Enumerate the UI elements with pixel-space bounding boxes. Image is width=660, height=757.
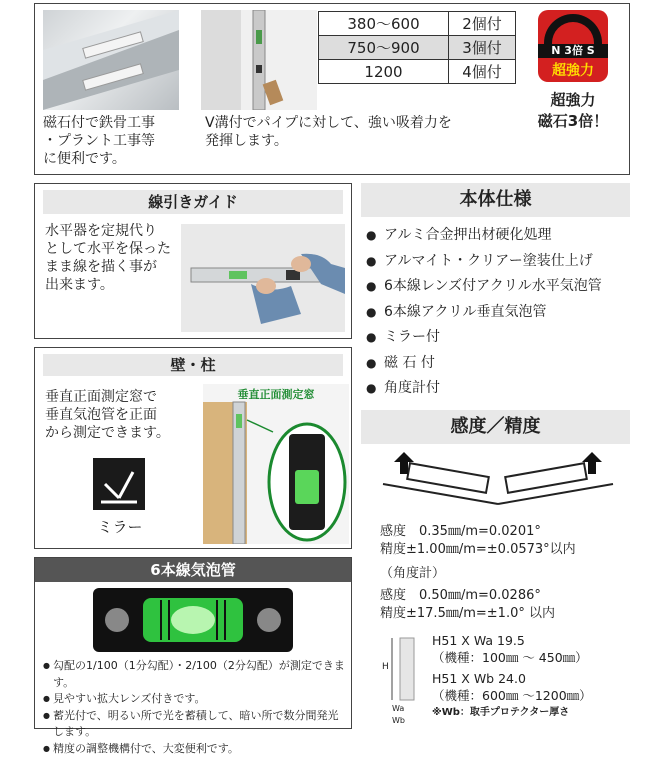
magnet-badge	[538, 10, 608, 82]
list-item: ● 磁 石 付	[366, 351, 628, 377]
magnet-caption: 超強力 磁石3倍！	[523, 90, 623, 132]
precision-values	[380, 523, 630, 623]
wb-label: Wb	[392, 716, 405, 725]
wall-panel	[34, 347, 352, 549]
bubble-vial-image	[93, 588, 293, 652]
magnet-rail-photo	[43, 10, 179, 110]
list-item: ● 勾配の1/100（1分勾配）・2/100（2分勾配）が測定できます。	[43, 658, 347, 691]
sensitivity-1: 感度 0.35㎜/m=0.0201°	[380, 523, 630, 541]
bubble-title: 6本線気泡管	[35, 558, 351, 582]
list-item: ● 見やすい拡大レンズ付きです。	[43, 691, 347, 708]
accuracy-1: 精度±1.00㎜/m=±0.0573°以内	[380, 541, 630, 559]
caption-pipe: V溝付でパイプに対して、強い吸着力を 発揮します。	[205, 114, 525, 150]
spec-list	[366, 223, 628, 402]
table-row: 1200 4個付	[319, 60, 516, 84]
precision-diagram	[378, 448, 618, 508]
list-item: ● 6本線アクリル垂直気泡管	[366, 300, 628, 326]
guide-text: 水平器を定規代り として水平を保った まま線を描く事が 出来ます。	[45, 222, 185, 294]
precision-title: 感度／精度	[361, 410, 630, 444]
angle-label: （角度計）	[380, 565, 630, 583]
mirror-icon	[93, 458, 145, 510]
vertical-window-label: 垂直正面測定窓	[203, 386, 349, 402]
mirror-label: ミラー	[85, 516, 155, 537]
list-item: ● アルマイト・クリアー塗装仕上げ	[366, 249, 628, 275]
list-item: ● 6本線レンズ付アクリル水平気泡管	[366, 274, 628, 300]
wall-text: 垂直正面測定窓で 垂直気泡管を正面 から測定できます。	[45, 388, 205, 442]
wall-title: 壁・柱	[43, 354, 343, 376]
table-row: 750〜900 3個付	[319, 36, 516, 60]
spec-title: 本体仕様	[361, 183, 630, 217]
top-panel	[34, 3, 630, 175]
vertical-window-photo	[203, 384, 349, 544]
dimension-diagram	[380, 632, 420, 727]
dimension-text: H51 X Wa 19.5 （機種：100㎜ 〜 450㎜） H51 X Wb 24.0 （機種：600㎜ 〜1200㎜） ※Wb：取手プロテクター厚さ	[432, 632, 630, 721]
h-label: H	[382, 662, 389, 672]
line-guide-photo	[181, 224, 345, 332]
magnet-badge-ns: N 3倍 S	[538, 44, 608, 58]
bubble-panel	[34, 557, 352, 729]
sensitivity-2: 感度 0.50㎜/m=0.0286°	[380, 587, 630, 605]
list-item: ● アルミ合金押出材硬化処理	[366, 223, 628, 249]
guide-panel	[34, 183, 352, 339]
list-item: ● 角度計付	[366, 376, 628, 402]
table-row: 380〜600 2個付	[319, 12, 516, 36]
list-item: ● ミラー付	[366, 325, 628, 351]
caption-magnet: 磁石付で鉄骨工事 ・プラント工事等 に便利です。	[43, 114, 193, 168]
magnet-count-table	[318, 11, 516, 84]
accuracy-2: 精度±17.5㎜/m=±1.0° 以内	[380, 605, 630, 623]
pipe-groove-photo	[201, 10, 317, 110]
magnet-badge-strong: 超強力	[538, 60, 608, 80]
bubble-notes	[43, 658, 347, 757]
guide-title: 線引きガイド	[43, 190, 343, 214]
list-item: ● 蓄光付で、明るい所で光を蓄積して、暗い所で数分間発光します。	[43, 708, 347, 741]
list-item: ● 精度の調整機構付で、大変便利です。	[43, 741, 347, 757]
wa-label: Wa	[392, 704, 404, 713]
